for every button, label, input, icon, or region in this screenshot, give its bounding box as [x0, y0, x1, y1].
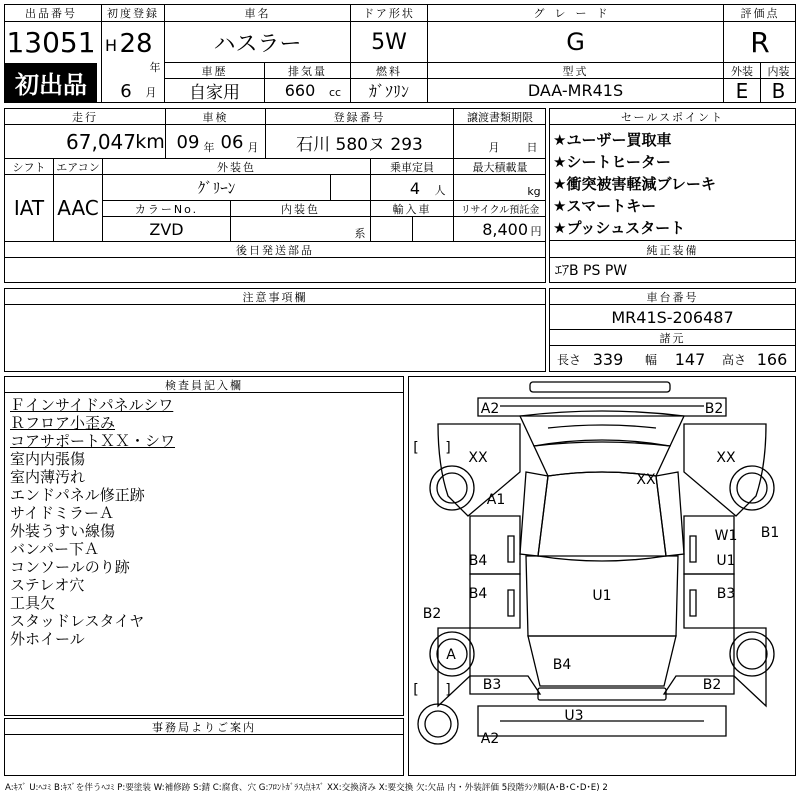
reg-no-label: 登録番号 [333, 110, 386, 124]
grade-label: グレード [533, 7, 618, 20]
damage-mark-roof: U1 [592, 588, 612, 604]
capacity-unit: 人 [434, 184, 446, 197]
ext-label: 外装 [731, 64, 753, 78]
first-listing-badge: 初出品 [5, 63, 97, 102]
damage-mark-left-front-fender: XX [468, 450, 488, 466]
displacement-label: 排気量 [288, 64, 327, 78]
int-color-unit: 系 [354, 227, 366, 240]
int-color-label: 内装色 [281, 202, 320, 216]
inspector-note-item: 室内内張傷 [10, 450, 86, 468]
load-unit: kg [527, 184, 541, 198]
damage-mark-left-pillar: A1 [486, 492, 506, 508]
history-label: 車歴 [201, 64, 228, 78]
height-value: 166 [756, 349, 788, 369]
sales-point-4: ★スマートキー [553, 197, 657, 215]
legend: A:ｷｽﾞ U:ﾍｺﾐ B:ｷｽﾞを伴うﾍｺﾐ P:要塗装 W:補修跡 S:錆 C:腐食、穴 G:ﾌﾛﾝﾄｶﾞﾗｽ点ｷｽﾞ XX:交換済み X:要交換 欠:欠品 内・外装評価 5段階ﾗﾝｸ順(A･B･C･D･E) 2 [5, 783, 608, 793]
lot-label: 出品番号 [25, 7, 77, 20]
int-grade: B [771, 78, 786, 103]
fuel-label: 燃料 [376, 64, 402, 78]
shift-value: IAT [13, 196, 45, 220]
inspector-note-item: Ｒフロア小歪み [10, 414, 116, 432]
color-no: ZVD [149, 219, 184, 239]
transfer-day-unit: 日 [526, 141, 538, 154]
car-name: ハスラー [213, 31, 302, 57]
load-label: 最大積載量 [472, 160, 528, 174]
chassis-label: 車台番号 [646, 290, 699, 304]
history: 自家用 [189, 83, 240, 103]
reg-month: 6 [120, 80, 132, 102]
damage-mark-front-bumper-left: A2 [480, 401, 500, 417]
damage-mark-right-rear-door: B3 [716, 586, 736, 602]
inspector-note-item: 外ホイール [10, 630, 85, 648]
capacity-label: 乗車定員 [390, 160, 434, 174]
transfer-month-unit: 月 [488, 141, 500, 154]
bracket-left-rear-open: [ [413, 682, 419, 698]
inspector-note-item: エンドパネル修正跡 [10, 486, 145, 504]
insp-year: 09 [176, 131, 200, 153]
notes-label: 注意事項欄 [242, 290, 308, 304]
bracket-left-open: [ [413, 440, 419, 456]
insp-month: 06 [220, 131, 244, 153]
dims-label: 諸元 [659, 331, 686, 345]
model-label: 型式 [562, 64, 589, 78]
reg-year-unit: 年 [149, 61, 161, 74]
length-label: 長さ [556, 352, 581, 367]
ac-label: エアコン [56, 160, 100, 174]
car-damage-diagram [408, 376, 796, 776]
door-label: ドア形状 [363, 7, 415, 20]
equipment-label: 純正装備 [646, 243, 699, 257]
sales-point-3: ★衝突被害軽減ブレーキ [553, 175, 716, 193]
score-label: 評価点 [740, 7, 780, 20]
int-label: 内装 [767, 64, 790, 78]
mileage-unit: km [135, 131, 165, 153]
inspector-note-item: ステレオ穴 [10, 576, 85, 594]
insp-year-unit: 年 [203, 141, 215, 154]
score: R [750, 25, 770, 59]
width-label: 幅 [644, 352, 657, 367]
damage-mark-rear-bumper-left: A2 [480, 731, 500, 747]
capacity-value: 4 [409, 178, 421, 198]
office-label: 事務局よりご案内 [152, 720, 256, 734]
damage-mark-right-front-door-u: U1 [716, 553, 736, 569]
import-label: 輸入車 [392, 202, 432, 216]
inspector-note-item: 工具欠 [10, 594, 56, 612]
equipment-value: ｴｱB PS PW [555, 263, 628, 279]
color-label: 外装色 [217, 160, 256, 174]
chassis-number: MR41S-206487 [611, 307, 734, 327]
height-label: 高さ [721, 352, 746, 367]
damage-mark-left-rear-wheel: A [446, 647, 456, 663]
sales-points-label: セールスポイント [620, 110, 724, 124]
damage-mark-left-front-door: B4 [468, 553, 488, 569]
fuel: ｶﾞｿﾘﾝ [368, 82, 409, 101]
reg-year: 28 [119, 29, 153, 59]
inspector-note-item: コンソールのり跡 [10, 558, 130, 576]
damage-mark-left-rear-door: B4 [468, 586, 488, 602]
damage-mark-left-rear-quarter: B3 [482, 677, 502, 693]
mileage-label: 走行 [72, 110, 98, 124]
inspector-note-item: 室内薄汚れ [10, 468, 86, 486]
ac-value: AAC [57, 196, 99, 220]
width-value: 147 [674, 349, 706, 369]
transfer-label: 譲渡書類期限 [467, 110, 533, 124]
reg-month-unit: 月 [145, 86, 157, 99]
damage-mark-right-rear-quarter: B2 [702, 677, 722, 693]
bracket-left-rear-close: ] [445, 682, 451, 698]
damage-mark-left-rear-side: B2 [422, 606, 442, 622]
shift-label: シフト [12, 160, 46, 174]
sales-point-2: ★シートヒーター [553, 153, 671, 171]
damage-mark-right-front-fender: XX [716, 450, 736, 466]
recycle-label: リサイクル預託金 [460, 205, 540, 216]
era: H [104, 35, 118, 55]
bracket-left-close: ] [445, 440, 451, 456]
sales-point-5: ★プッシュスタート [553, 219, 686, 237]
lot-number: 13051 [6, 25, 96, 59]
reg-number: 石川 580ヌ 293 [296, 134, 423, 155]
damage-mark-rear-hatch: B4 [552, 657, 572, 673]
model-code: DAA-MR41S [527, 81, 624, 100]
inspection-label: 車検 [202, 110, 229, 124]
displacement: 660 [284, 81, 316, 100]
inspector-label: 検査員記入欄 [165, 378, 243, 392]
color-value: ｸﾞﾘｰﾝ [197, 179, 236, 197]
inspector-note-item: バンパー下Ａ [10, 540, 99, 558]
inspector-note-item: スタッドレスタイヤ [10, 612, 145, 630]
damage-mark-right-front-door-w: W1 [714, 528, 738, 544]
inspector-note-item: サイドミラーＡ [10, 504, 114, 522]
damage-mark-rear-panel: U3 [564, 708, 584, 724]
damage-mark-front-bumper-right: B2 [704, 401, 724, 417]
recycle-value: 8,400 [482, 219, 528, 239]
name-label: 車名 [244, 7, 271, 20]
reg-label: 初度登録 [107, 7, 159, 20]
damage-mark-right-side: B1 [760, 525, 780, 541]
sales-point-1: ★ユーザー買取車 [553, 131, 672, 149]
ext-grade: E [735, 78, 749, 103]
insp-month-unit: 月 [247, 141, 259, 154]
recycle-unit: 円 [530, 225, 542, 238]
door-type: 5W [371, 29, 407, 55]
inspector-note-item: コアサポートＸＸ・シワ [10, 432, 176, 450]
damage-mark-hood: XX [636, 472, 656, 488]
length-value: 339 [592, 349, 624, 369]
shipped-later-label: 後日発送部品 [236, 243, 314, 257]
grade: G [566, 28, 585, 56]
inspector-note-item: 外装うすい線傷 [10, 522, 116, 540]
inspector-note-item: Ｆインサイドパネルシワ [10, 396, 174, 414]
displacement-unit: cc [328, 85, 342, 99]
mileage: 67,047 [66, 130, 136, 154]
color-no-label: カラーNo. [134, 202, 199, 216]
